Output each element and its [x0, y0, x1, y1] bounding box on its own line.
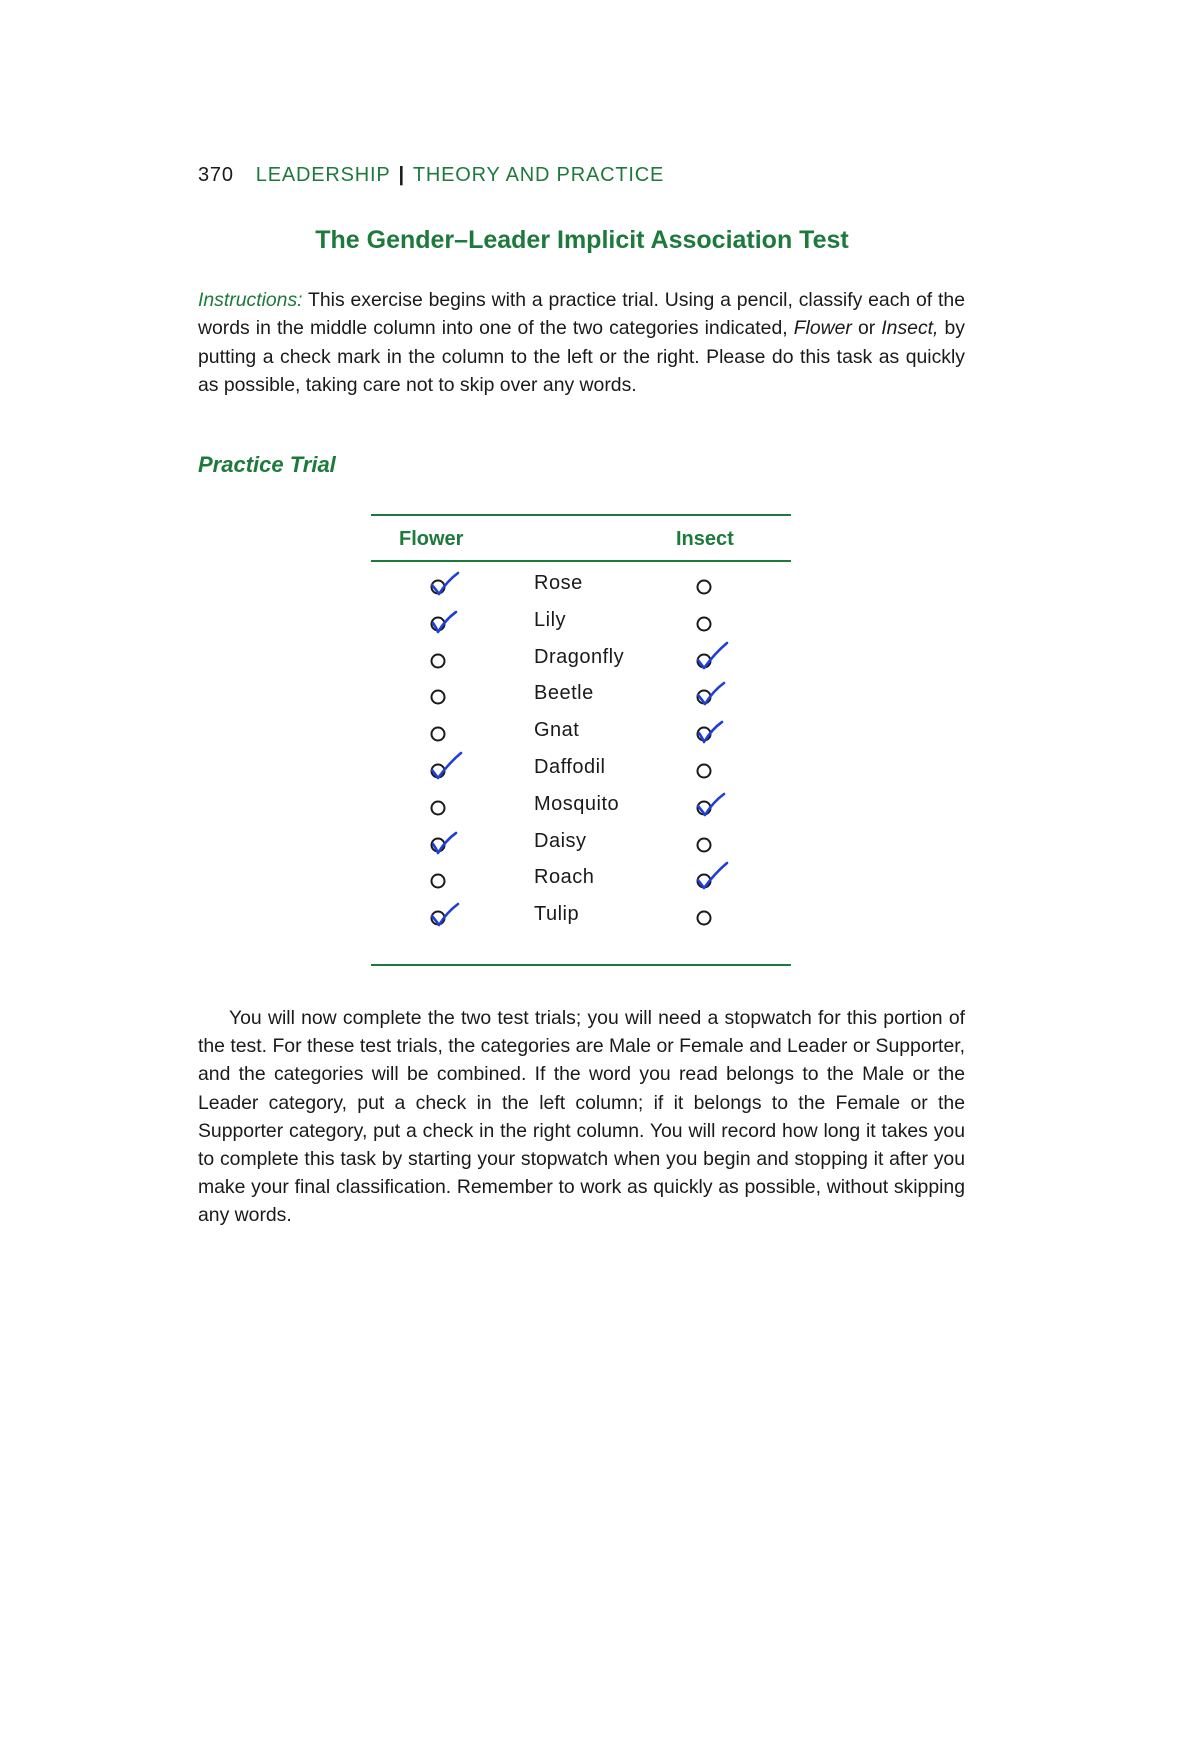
instructions-label: Instructions:: [198, 289, 303, 311]
table-row: [371, 603, 791, 643]
column-header-flower: Flower: [399, 528, 464, 550]
body-paragraph: You will now complete the two test trials; you will need a stopwatch for this portion of the test. For these test trials, the categories are Male or Female and Leader or Supporter, and the categories will be combined. If the word you read belongs to the Male or the Leader category, put a check in the left column; if it belongs to the Female or the Supporter category, put a check in the right column. You will record how long it takes you to complete this task by starting your stopwatch when you begin and stopping it after you make your final classification. Remember to work as quickly as possible, without skipping any words.: [198, 1007, 965, 1227]
row-word: Daisy: [534, 829, 587, 852]
section-heading-practice-trial: Practice Trial: [198, 452, 336, 477]
row-word: Daffodil: [534, 756, 606, 778]
page-number: 370: [198, 164, 234, 186]
checked-circle-icon-left[interactable]: [425, 569, 465, 603]
page-title: The Gender–Leader Implicit Association Test: [315, 226, 849, 254]
instructions-text-2: by putting a check mark in the column to the left or the right. Please do this task as quickly as possible, taking care not to skip over any words.: [198, 317, 965, 397]
row-word: Tulip: [534, 903, 580, 926]
row-word: Lily: [534, 608, 567, 631]
running-head-separator: |: [398, 164, 405, 186]
instructions-insect: Insect,: [881, 317, 939, 340]
circle-icon-left[interactable]: [425, 716, 465, 750]
table-bottom-rule: [371, 964, 791, 966]
circle-icon-right[interactable]: [691, 900, 731, 934]
checked-circle-icon-right[interactable]: [691, 863, 731, 897]
circle-icon-left[interactable]: [425, 679, 465, 713]
checked-circle-icon-left[interactable]: [425, 827, 465, 861]
checked-circle-icon-left[interactable]: [425, 900, 465, 934]
test-trial-instructions: [198, 1004, 965, 1230]
circle-icon-right[interactable]: [691, 569, 731, 603]
column-header-insect: Insect: [676, 528, 734, 550]
table-body: [371, 562, 791, 964]
table-row: [371, 640, 791, 680]
table-row: [371, 787, 791, 827]
instructions-text-1: This exercise begins with a practice trial. Using a pencil, classify each of the words in the middle column into one of the two categories indicated,: [198, 289, 965, 340]
book-subtitle: THEORY AND PRACTICE: [412, 164, 665, 186]
circle-icon-right[interactable]: [691, 827, 731, 861]
table-row: [371, 676, 791, 716]
row-word: Mosquito: [534, 792, 620, 815]
checked-circle-icon-right[interactable]: [691, 790, 731, 824]
table-row: [371, 566, 791, 606]
circle-icon-left[interactable]: [425, 790, 465, 824]
row-word: Gnat: [534, 719, 580, 742]
instructions-or: or: [851, 317, 882, 340]
checked-circle-icon-right[interactable]: [691, 716, 731, 750]
instructions-paragraph: [198, 286, 965, 400]
instructions-flower: Flower: [793, 317, 852, 340]
checked-circle-icon-right[interactable]: [691, 679, 731, 713]
table-row: [371, 713, 791, 753]
table-row: [371, 750, 791, 790]
row-word: Dragonfly: [534, 645, 625, 668]
circle-icon-left[interactable]: [425, 643, 465, 677]
practice-trial-table: [371, 514, 791, 966]
running-head: [198, 164, 664, 187]
checked-circle-icon-left[interactable]: [425, 606, 465, 640]
circle-icon-right[interactable]: [691, 753, 731, 787]
book-title: LEADERSHIP: [255, 164, 391, 186]
circle-icon-left[interactable]: [425, 863, 465, 897]
row-word: Beetle: [534, 682, 594, 705]
checked-circle-icon-right[interactable]: [691, 643, 731, 677]
table-header: [371, 516, 791, 560]
row-word: Roach: [534, 866, 595, 889]
table-row: [371, 897, 791, 937]
row-word: Rose: [534, 572, 583, 594]
circle-icon-right[interactable]: [691, 606, 731, 640]
table-row: [371, 860, 791, 900]
table-row: [371, 824, 791, 864]
checked-circle-icon-left[interactable]: [425, 753, 465, 787]
